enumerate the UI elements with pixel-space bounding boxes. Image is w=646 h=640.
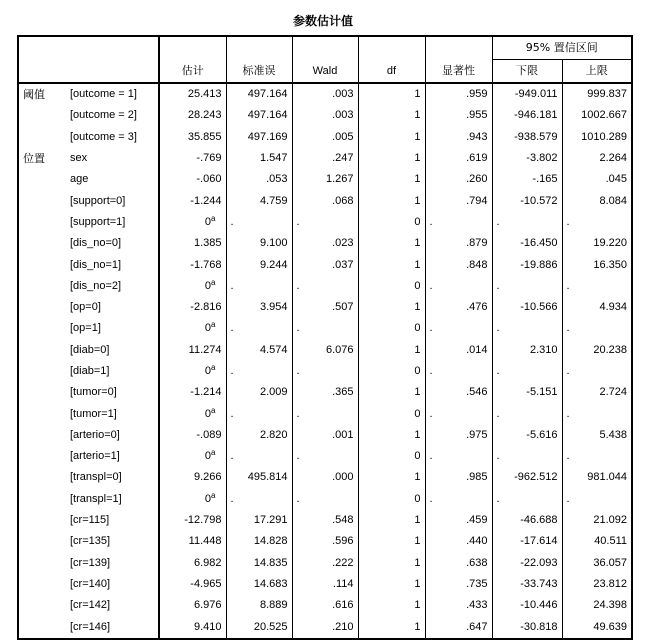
cell-df: 1 [358, 382, 425, 403]
cell-df: 1 [358, 616, 425, 638]
cell-std-error: . [226, 361, 292, 382]
row-group-label [18, 425, 66, 446]
cell-significance: .735 [425, 574, 492, 595]
cell-significance: .959 [425, 83, 492, 105]
row-group-label [18, 382, 66, 403]
cell-ci-lower: -10.566 [492, 297, 562, 318]
cell-ci-lower: . [492, 361, 562, 382]
cell-ci-lower: -946.181 [492, 105, 562, 126]
cell-df: 0 [358, 403, 425, 424]
row-group-label [18, 510, 66, 531]
cell-ci-upper: . [562, 446, 632, 467]
cell-significance: .440 [425, 531, 492, 552]
cell-wald: .068 [292, 190, 358, 211]
cell-significance: .943 [425, 127, 492, 148]
cell-significance: .476 [425, 297, 492, 318]
cell-ci-lower: . [492, 489, 562, 510]
row-group-label [18, 190, 66, 211]
cell-estimate: 9.266 [159, 467, 226, 488]
cell-significance: . [425, 318, 492, 339]
cell-df: 1 [358, 595, 425, 616]
row-parameter-label: [transpl=1] [70, 492, 122, 505]
row-parameter-label: [tumor=0] [70, 386, 117, 399]
header-significance: 显著性 [425, 36, 492, 83]
cell-std-error: 14.828 [226, 531, 292, 552]
table-row [18, 446, 632, 467]
table-row [18, 382, 632, 403]
cell-ci-lower: -46.688 [492, 510, 562, 531]
header-df: df [358, 36, 425, 83]
cell-estimate: 35.855 [159, 127, 226, 148]
cell-ci-upper: 36.057 [562, 553, 632, 574]
cell-std-error: 9.244 [226, 254, 292, 275]
cell-wald: .037 [292, 254, 358, 275]
cell-estimate [159, 212, 226, 233]
cell-std-error: . [226, 489, 292, 510]
cell-estimate: -1.214 [159, 382, 226, 403]
row-group-label [18, 467, 66, 488]
cell-estimate: -.089 [159, 425, 226, 446]
cell-estimate: -.060 [159, 169, 226, 190]
cell-df: 0 [358, 276, 425, 297]
cell-ci-upper: 1010.289 [562, 127, 632, 148]
cell-ci-lower: -5.616 [492, 425, 562, 446]
cell-wald: .000 [292, 467, 358, 488]
cell-estimate: 1.385 [159, 233, 226, 254]
cell-ci-lower: -10.446 [492, 595, 562, 616]
cell-ci-lower: . [492, 318, 562, 339]
header-confidence-interval: 95% 置信区间 [492, 36, 632, 60]
footnote-marker: a [211, 405, 216, 415]
row-group-label [18, 127, 66, 148]
cell-std-error: 2.820 [226, 425, 292, 446]
cell-df: 1 [358, 531, 425, 552]
cell-ci-upper: 981.044 [562, 467, 632, 488]
table-row [18, 83, 632, 105]
cell-std-error: . [226, 446, 292, 467]
cell-estimate: -1.768 [159, 254, 226, 275]
row-parameter-label: [diab=0] [70, 343, 110, 356]
table-row [18, 169, 632, 190]
row-parameter-label: [arterio=0] [70, 428, 120, 441]
row-parameter-label: [support=1] [70, 215, 126, 228]
cell-estimate: -12.798 [159, 510, 226, 531]
table-row [18, 361, 632, 382]
cell-wald: .023 [292, 233, 358, 254]
row-group-label [18, 212, 66, 233]
cell-ci-lower: -19.886 [492, 254, 562, 275]
cell-ci-upper: 19.220 [562, 233, 632, 254]
cell-ci-lower: -33.743 [492, 574, 562, 595]
cell-ci-lower: . [492, 276, 562, 297]
cell-ci-upper: 21.092 [562, 510, 632, 531]
cell-df: 1 [358, 127, 425, 148]
cell-std-error: 8.889 [226, 595, 292, 616]
table-row [18, 212, 632, 233]
cell-wald: .210 [292, 616, 358, 638]
cell-df: 1 [358, 105, 425, 126]
row-parameter-label: [outcome = 2] [70, 109, 137, 122]
table-row [18, 127, 632, 148]
cell-estimate: -2.816 [159, 297, 226, 318]
cell-ci-upper: . [562, 318, 632, 339]
row-parameter-label: [cr=139] [70, 556, 111, 569]
cell-wald: .596 [292, 531, 358, 552]
cell-significance: .975 [425, 425, 492, 446]
table-row [18, 105, 632, 126]
cell-df: 1 [358, 190, 425, 211]
table-row [18, 276, 632, 297]
cell-ci-lower: -17.614 [492, 531, 562, 552]
cell-estimate: 6.982 [159, 553, 226, 574]
cell-wald: .247 [292, 148, 358, 169]
cell-ci-upper: . [562, 361, 632, 382]
header-ci-lower: 下限 [492, 60, 562, 84]
row-group-label [18, 595, 66, 616]
table-row [18, 233, 632, 254]
row-parameter-label: [arterio=1] [70, 450, 120, 463]
cell-ci-lower: -938.579 [492, 127, 562, 148]
row-group-label [18, 616, 66, 638]
footnote-marker: a [211, 320, 216, 330]
table-row [18, 190, 632, 211]
row-parameter-label: [support=0] [70, 194, 126, 207]
cell-std-error: 4.759 [226, 190, 292, 211]
row-parameter-label: [cr=135] [70, 535, 111, 548]
cell-wald: . [292, 489, 358, 510]
row-parameter-label: [cr=146] [70, 620, 111, 633]
cell-df: 1 [358, 340, 425, 361]
header-std-error: 标准误 [226, 36, 292, 83]
cell-df: 0 [358, 361, 425, 382]
cell-ci-upper: 1002.667 [562, 105, 632, 126]
cell-std-error: . [226, 403, 292, 424]
row-group-label [18, 276, 66, 297]
footnote-marker: a [211, 448, 216, 458]
footnote-marker: a [211, 490, 216, 500]
cell-std-error: 497.164 [226, 83, 292, 105]
cell-wald: .005 [292, 127, 358, 148]
table-row [18, 616, 632, 638]
estimate-value: 0 [204, 450, 212, 463]
cell-df: 1 [358, 574, 425, 595]
cell-estimate [159, 318, 226, 339]
cell-df: 1 [358, 553, 425, 574]
cell-estimate: -.769 [159, 148, 226, 169]
row-group-label [18, 361, 66, 382]
table-row [18, 297, 632, 318]
cell-wald: . [292, 276, 358, 297]
cell-wald: .001 [292, 425, 358, 446]
cell-estimate [159, 361, 226, 382]
cell-wald: 1.267 [292, 169, 358, 190]
cell-df: 1 [358, 148, 425, 169]
cell-significance: . [425, 403, 492, 424]
estimate-value: 0 [204, 365, 212, 377]
cell-std-error: . [226, 212, 292, 233]
cell-ci-upper: . [562, 276, 632, 297]
cell-df: 1 [358, 254, 425, 275]
cell-estimate: 9.410 [159, 616, 226, 638]
cell-std-error: 4.574 [226, 340, 292, 361]
table-row [18, 574, 632, 595]
cell-significance: . [425, 446, 492, 467]
table-row [18, 553, 632, 574]
cell-ci-lower: . [492, 403, 562, 424]
cell-significance: .794 [425, 190, 492, 211]
row-parameter-label: [op=0] [70, 301, 101, 314]
table-row [18, 254, 632, 275]
cell-df: 1 [358, 169, 425, 190]
table-row [18, 403, 632, 424]
cell-ci-lower: . [492, 446, 562, 467]
cell-df: 0 [358, 446, 425, 467]
cell-df: 1 [358, 425, 425, 446]
row-parameter-label: [dis_no=2] [70, 279, 122, 292]
cell-significance: . [425, 489, 492, 510]
cell-ci-lower: -30.818 [492, 616, 562, 638]
footnote-marker: a [211, 363, 216, 372]
cell-ci-upper: 24.398 [562, 595, 632, 616]
row-group-label [18, 254, 66, 275]
cell-estimate [159, 489, 226, 510]
table-row [18, 467, 632, 488]
row-group-label [18, 403, 66, 424]
row-parameter-label: [outcome = 1] [70, 88, 137, 101]
row-group-label [18, 531, 66, 552]
parameter-estimates-table [17, 35, 633, 640]
row-group-label: 位置 [23, 152, 45, 166]
cell-wald: .616 [292, 595, 358, 616]
cell-significance: . [425, 361, 492, 382]
cell-significance: . [425, 276, 492, 297]
row-group-label [18, 446, 66, 467]
table-body [18, 83, 632, 639]
estimate-value: 0 [204, 322, 212, 335]
cell-wald: .507 [292, 297, 358, 318]
table-header [18, 36, 632, 83]
cell-wald: . [292, 212, 358, 233]
cell-std-error: 14.683 [226, 574, 292, 595]
cell-significance: .638 [425, 553, 492, 574]
cell-wald: . [292, 361, 358, 382]
cell-df: 1 [358, 297, 425, 318]
cell-std-error: 1.547 [226, 148, 292, 169]
cell-ci-upper: 2.724 [562, 382, 632, 403]
cell-ci-upper: 23.812 [562, 574, 632, 595]
table-row [18, 510, 632, 531]
cell-wald: .365 [292, 382, 358, 403]
cell-ci-lower: 2.310 [492, 340, 562, 361]
cell-ci-upper: 20.238 [562, 340, 632, 361]
cell-significance: .879 [425, 233, 492, 254]
cell-ci-lower: -16.450 [492, 233, 562, 254]
cell-ci-upper: 16.350 [562, 254, 632, 275]
row-parameter-label: sex [70, 152, 88, 165]
footnote-marker: a [211, 277, 216, 287]
header-estimate: 估计 [159, 36, 226, 83]
cell-estimate: 6.976 [159, 595, 226, 616]
row-parameter-label: [op=1] [70, 322, 101, 335]
header-wald: Wald [292, 36, 358, 83]
cell-ci-upper: .045 [562, 169, 632, 190]
cell-wald: . [292, 446, 358, 467]
estimate-value: 0 [204, 215, 212, 228]
cell-wald: . [292, 403, 358, 424]
cell-ci-lower: -962.512 [492, 467, 562, 488]
row-parameter-label: [cr=140] [70, 577, 111, 590]
cell-ci-lower: -22.093 [492, 553, 562, 574]
cell-ci-lower: -10.572 [492, 190, 562, 211]
cell-significance: .546 [425, 382, 492, 403]
row-group-label [18, 318, 66, 339]
cell-significance: .014 [425, 340, 492, 361]
cell-ci-lower: -5.151 [492, 382, 562, 403]
cell-ci-upper: 5.438 [562, 425, 632, 446]
cell-wald: .003 [292, 83, 358, 105]
cell-std-error: 497.164 [226, 105, 292, 126]
cell-ci-upper: . [562, 212, 632, 233]
cell-wald: .222 [292, 553, 358, 574]
table-row [18, 595, 632, 616]
cell-wald: .003 [292, 105, 358, 126]
cell-significance: .955 [425, 105, 492, 126]
cell-std-error: .053 [226, 169, 292, 190]
cell-ci-lower: -949.011 [492, 83, 562, 105]
table-row [18, 489, 632, 510]
cell-df: 0 [358, 212, 425, 233]
footnote-marker: a [211, 213, 216, 223]
row-group-label: 阈值 [23, 88, 45, 102]
cell-estimate [159, 276, 226, 297]
cell-estimate: -1.244 [159, 190, 226, 211]
cell-ci-upper: 999.837 [562, 83, 632, 105]
cell-std-error: 17.291 [226, 510, 292, 531]
cell-wald: .114 [292, 574, 358, 595]
cell-significance: .459 [425, 510, 492, 531]
cell-estimate: -4.965 [159, 574, 226, 595]
row-parameter-label: [transpl=0] [70, 471, 122, 484]
row-group-label [18, 489, 66, 510]
row-group-label [18, 340, 66, 361]
header-ci-upper: 上限 [562, 60, 632, 84]
cell-significance: .848 [425, 254, 492, 275]
cell-ci-upper: . [562, 489, 632, 510]
row-parameter-label: [outcome = 3] [70, 130, 137, 143]
table-row [18, 340, 632, 361]
row-group-label [18, 574, 66, 595]
cell-std-error: . [226, 276, 292, 297]
row-parameter-label: [cr=115] [70, 514, 110, 527]
row-group-label [18, 169, 66, 190]
cell-ci-upper: 2.264 [562, 148, 632, 169]
table-row [18, 531, 632, 552]
row-parameter-label: [cr=142] [70, 599, 111, 612]
cell-df: 0 [358, 489, 425, 510]
cell-df: 1 [358, 83, 425, 105]
row-parameter-label: [dis_no=0] [70, 237, 122, 250]
cell-ci-upper: 8.084 [562, 190, 632, 211]
cell-wald: . [292, 318, 358, 339]
table-row [18, 318, 632, 339]
cell-ci-upper: 4.934 [562, 297, 632, 318]
estimate-value: 0 [204, 492, 212, 505]
cell-wald: 6.076 [292, 340, 358, 361]
cell-df: 1 [358, 233, 425, 254]
cell-wald: .548 [292, 510, 358, 531]
cell-significance: .433 [425, 595, 492, 616]
cell-std-error: 9.100 [226, 233, 292, 254]
cell-std-error: 3.954 [226, 297, 292, 318]
cell-significance: .985 [425, 467, 492, 488]
header-stub [18, 36, 159, 83]
cell-estimate: 28.243 [159, 105, 226, 126]
cell-significance: .647 [425, 616, 492, 638]
estimate-value: 0 [204, 407, 212, 420]
cell-std-error: . [226, 318, 292, 339]
row-parameter-label: [diab=1] [70, 365, 110, 377]
cell-estimate [159, 446, 226, 467]
row-group-label [18, 233, 66, 254]
cell-df: 1 [358, 467, 425, 488]
cell-df: 0 [358, 318, 425, 339]
cell-ci-upper: 40.511 [562, 531, 632, 552]
row-parameter-label: [tumor=1] [70, 407, 117, 420]
cell-std-error: 497.169 [226, 127, 292, 148]
table-row [18, 148, 632, 169]
cell-std-error: 495.814 [226, 467, 292, 488]
cell-ci-lower: -3.802 [492, 148, 562, 169]
table-title: 参数估计值 [292, 14, 353, 28]
cell-std-error: 14.835 [226, 553, 292, 574]
cell-ci-upper: . [562, 403, 632, 424]
cell-estimate: 25.413 [159, 83, 226, 105]
estimate-value: 0 [204, 279, 212, 292]
row-group-label [18, 297, 66, 318]
cell-significance: .619 [425, 148, 492, 169]
cell-significance: .260 [425, 169, 492, 190]
cell-ci-lower: -.165 [492, 169, 562, 190]
cell-ci-lower: . [492, 212, 562, 233]
cell-significance: . [425, 212, 492, 233]
cell-estimate [159, 403, 226, 424]
row-group-label [18, 553, 66, 574]
cell-std-error: 2.009 [226, 382, 292, 403]
row-parameter-label: [dis_no=1] [70, 258, 122, 271]
cell-ci-upper: 49.639 [562, 616, 632, 638]
cell-df: 1 [358, 510, 425, 531]
cell-std-error: 20.525 [226, 616, 292, 638]
row-group-label [18, 105, 66, 126]
table-row [18, 425, 632, 446]
cell-estimate: 11.448 [159, 531, 226, 552]
row-parameter-label: age [70, 173, 89, 186]
cell-estimate: 11.274 [159, 340, 226, 361]
